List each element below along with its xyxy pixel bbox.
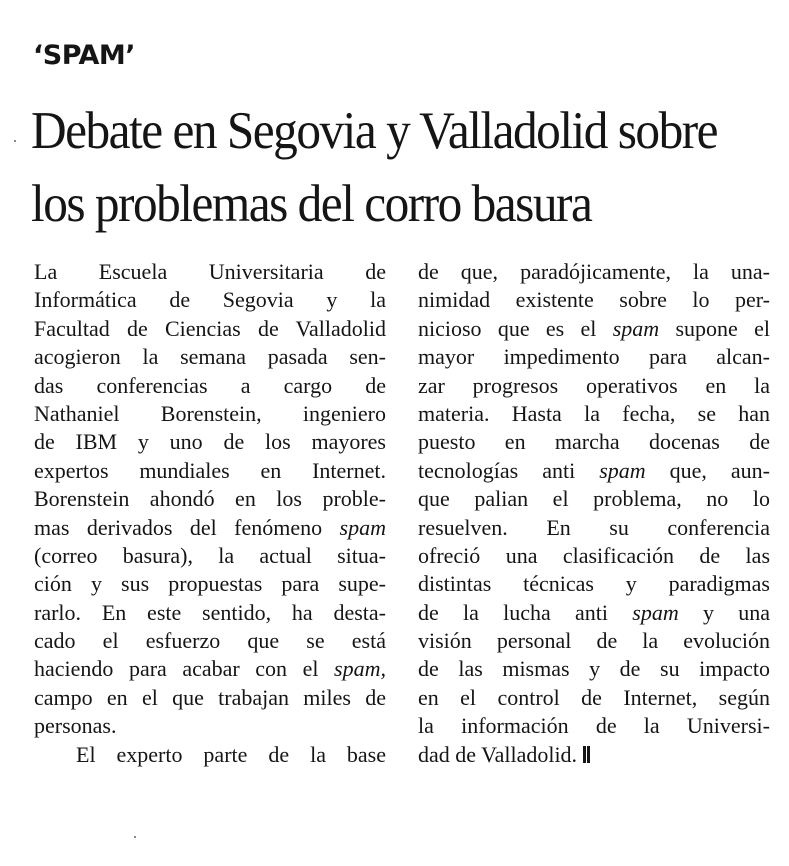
text-line: acogieron la semana pasada sen- — [34, 344, 386, 370]
paragraph-start-line: El experto parte de la base — [76, 741, 386, 767]
spam-term: spam, — [334, 656, 386, 682]
text-line: de que, paradójicamente, la una- — [418, 259, 770, 284]
text-segment: y una — [678, 599, 770, 625]
text-line: nimidad existente sobre lo per- — [418, 287, 770, 313]
spam-term: spam — [612, 315, 660, 341]
text-line: ción y sus propuestas para supe- — [34, 571, 386, 597]
text-line: La Escuela Universitaria de — [34, 259, 386, 284]
text-line: puesto en marcha docenas de — [418, 429, 770, 455]
text-line: la información de la Universi- — [418, 713, 770, 739]
text-line — [418, 315, 770, 343]
text-line: zar progresos operativos en la — [418, 372, 770, 398]
headline — [31, 95, 724, 241]
text-line: distintas técnicas y paradigmas — [418, 571, 770, 597]
text-segment: supone el — [659, 315, 770, 341]
kicker: ‘SPAM’ — [33, 40, 136, 71]
text-line: expertos mundiales en Internet. — [34, 457, 386, 483]
text-line: campo en el que trabajan miles de — [34, 684, 386, 710]
text-line: en el control de Internet, según — [418, 684, 770, 710]
text-line: materia. Hasta la fecha, se han — [418, 400, 770, 426]
text-line — [418, 741, 770, 769]
article-column-right — [418, 258, 770, 769]
end-of-article-icon — [583, 746, 590, 763]
spam-term: spam — [632, 599, 679, 625]
text-segment: mas derivados del fenómeno — [34, 514, 340, 540]
text-segment: haciendo para acabar con el — [34, 656, 335, 682]
text-line: resuelven. En su conferencia — [418, 514, 770, 540]
text-line: Nathaniel Borenstein, ingeniero — [34, 400, 386, 426]
text-line: das conferencias a cargo de — [34, 372, 386, 398]
text-line: Facultad de Ciencias de Valladolid — [34, 315, 386, 341]
text-line: (correo basura), la actual situa- — [34, 542, 386, 568]
text-segment: dad de Valladolid. — [418, 741, 578, 767]
text-line — [418, 457, 770, 485]
text-line: de IBM y uno de los mayores — [34, 429, 386, 455]
text-line: de las mismas y de su impacto — [418, 656, 770, 682]
text-segment: tecnologías anti — [418, 457, 600, 483]
text-line — [34, 655, 386, 683]
scan-speck — [134, 836, 136, 838]
text-line: ofreció una clasificación de las — [418, 542, 770, 568]
headline-line-1: Debate en Segovia y Valladolid sobre — [31, 102, 718, 160]
scan-speck — [14, 140, 16, 142]
text-segment: de la lucha anti — [418, 599, 633, 625]
text-line: que palian el problema, no lo — [418, 486, 770, 512]
text-line — [418, 599, 770, 627]
text-line: Informática de Segovia y la — [34, 287, 386, 313]
article-column-left — [34, 258, 386, 769]
text-line: cado el esfuerzo que se está — [34, 628, 386, 654]
spam-term: spam — [339, 514, 386, 540]
text-line: Borenstein ahondó en los proble- — [34, 486, 386, 512]
text-segment: que, aun- — [645, 457, 770, 483]
spam-term: spam — [599, 457, 646, 483]
text-line: visión personal de la evolución — [418, 628, 770, 654]
text-line: rarlo. En este sentido, ha desta- — [34, 599, 386, 625]
text-segment: nicioso que es el — [418, 315, 613, 341]
text-line: mayor impedimento para alcan- — [418, 344, 770, 370]
text-line: personas. — [34, 713, 117, 739]
text-line — [34, 514, 386, 542]
headline-line-2: los problemas del corro basura — [31, 175, 592, 233]
